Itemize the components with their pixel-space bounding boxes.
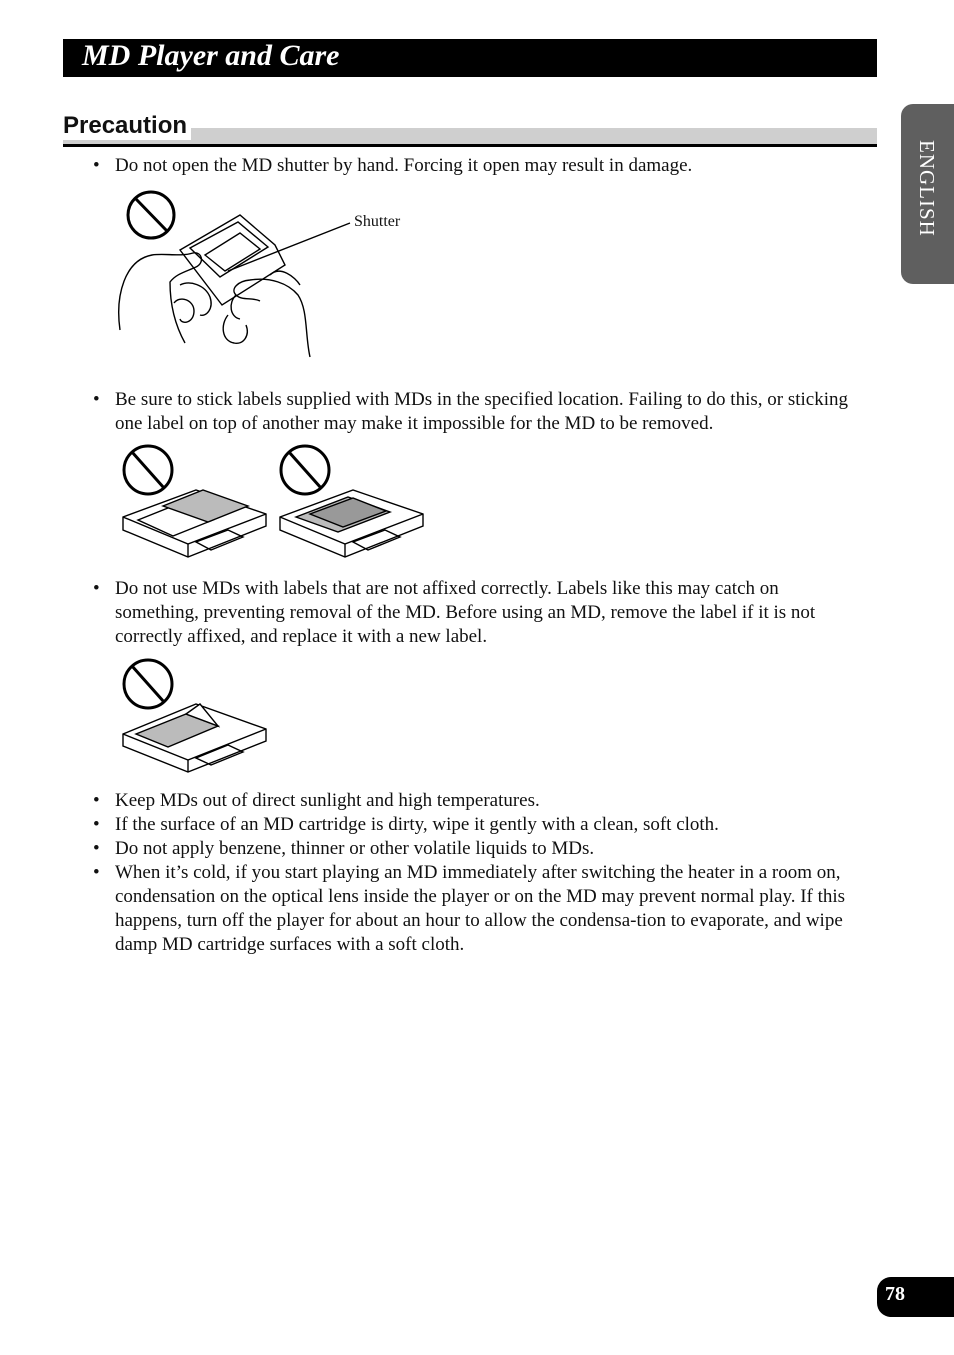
bullet-item (93, 813, 853, 837)
bullet-item (93, 388, 853, 436)
bullet-marker: • (93, 578, 100, 599)
shutter-hands-illustration (110, 185, 430, 365)
bullet-item (93, 837, 853, 861)
language-tab-label: ENGLISH (915, 140, 939, 237)
bullet-marker: • (93, 814, 100, 835)
bullet-item (93, 154, 853, 178)
misplaced-label-illustrations (118, 442, 428, 564)
peeling-label-illustration (118, 654, 278, 776)
bullet-item (93, 861, 853, 957)
bullet-marker: • (93, 790, 100, 811)
page-title-bar (63, 39, 877, 77)
section-header (63, 112, 877, 148)
shutter-callout-label: Shutter (354, 213, 401, 230)
bullet-text: If the surface of an MD cartridge is dirty, wipe it gently with a clean, soft cloth. (115, 814, 719, 835)
page-number-tab (877, 1277, 954, 1317)
bullet-item (93, 789, 853, 813)
bullet-marker: • (93, 838, 100, 859)
page-title: MD Player and Care (82, 39, 340, 72)
bullet-text: Do not use MDs with labels that are not affixed correctly. Labels like this may catch on something, preventing removal of the MD. Before using an MD, remove the label if it is not correctly affixed, and replace it with a new label. (115, 578, 816, 647)
language-tab (901, 104, 954, 284)
bullet-marker: • (93, 862, 100, 883)
section-heading: Precaution (63, 112, 191, 140)
page-number: 78 (885, 1283, 905, 1305)
bullet-marker: • (93, 389, 100, 410)
bullet-text: Do not apply benzene, thinner or other volatile liquids to MDs. (115, 838, 595, 859)
bullet-marker: • (93, 155, 100, 176)
bullet-text: Do not open the MD shutter by hand. Forcing it open may result in damage. (115, 155, 693, 176)
bullet-text: When it’s cold, if you start playing an MD immediately after switching the heater in a room on, condensation on the optical lens inside the player or on the MD may prevent normal play. If this happens, turn off the player for about an hour to allow the condensa-tion to evaporate, and wipe damp MD cartridge surfaces with a soft cloth. (115, 862, 846, 955)
section-rule (63, 144, 877, 147)
bullet-text: Be sure to stick labels supplied with MDs in the specified location. Failing to do this, or sticking one label on top of another may make it impossible for the MD to be removed. (115, 389, 848, 434)
bullet-item (93, 577, 853, 649)
bullet-text: Keep MDs out of direct sunlight and high temperatures. (115, 790, 540, 811)
